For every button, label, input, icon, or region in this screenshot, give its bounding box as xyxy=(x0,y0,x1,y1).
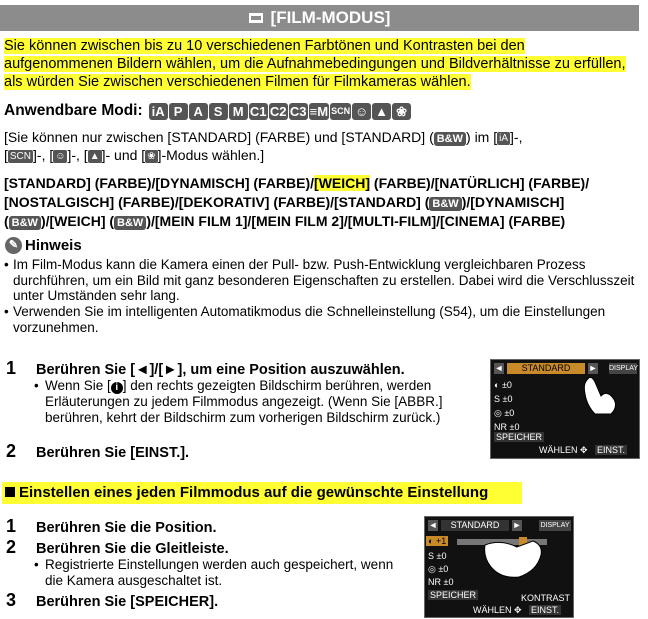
mode-landscape-icon: ▲ xyxy=(372,103,391,120)
left-arrow-button[interactable]: ◄ xyxy=(494,363,504,373)
set-button[interactable]: EINST. xyxy=(531,605,560,615)
select-label: WÄHLEN ✥ xyxy=(473,605,522,615)
param-sharpness: S ±0 xyxy=(428,551,447,561)
step-2: 2 Berühren Sie [EINST.]. xyxy=(6,441,190,461)
camera-screen-2 xyxy=(424,516,574,618)
param-contrast: ◐ ±0 xyxy=(494,380,512,390)
film-mode-list: [STANDARD] (FARBE)/[DYNAMISCH] (FARBE)/[WEICH] (FARBE)/[NATÜRLICH] (FARBE)/ [NOSTALGISCH] (FARBE)/[DEKORATIV] (FARBE)/[STANDARD] ( B&W )/[DYNAMISCH] ( B&W )/[WEICH] ( B&W )/[MEIN FILM 1]/[MEIN FILM 2]/[MULTI-FILM]/[CINEMA] (FARBE) xyxy=(4,175,590,229)
param-noise: NR ±0 xyxy=(428,577,454,587)
mode-scn-icon: SCN xyxy=(9,151,32,162)
highlighted-option: [WEICH] xyxy=(314,175,371,191)
mode-m-icon: M xyxy=(229,103,248,120)
select-label: WÄHLEN ✥ xyxy=(539,445,588,455)
step-3: 3 Berühren Sie [SPEICHER]. xyxy=(6,590,219,610)
step-1-note: • Wenn Sie [ i ] den rechts gezeigten Bildschirm berühren, werden Erläuterungen zu jedem Filmmodus angezeigt. (Wenn Sie [ABBR.] berühren, kehrt der Bildschirm zum vorherigen Bildschirm zurück.) xyxy=(34,378,443,425)
camera-screen-1 xyxy=(490,359,640,459)
mode-macro-icon: ❀ xyxy=(147,151,156,162)
hand-pointer-icon xyxy=(481,531,547,581)
film-option-display[interactable]: STANDARD xyxy=(507,363,585,374)
square-bullet-icon xyxy=(5,487,15,497)
section-heading: Einstellen eines jeden Filmmodus auf die gewünschte Einstellung xyxy=(2,482,522,504)
step-1: 1 Berühren Sie [◄]/[►], um eine Position auszuwählen. xyxy=(6,358,405,378)
param-sharpness: S ±0 xyxy=(494,394,513,404)
info-icon: i xyxy=(111,382,123,394)
film-option-display[interactable]: STANDARD xyxy=(441,520,509,531)
param-saturation: ◎ ±0 xyxy=(428,564,449,574)
set-button[interactable]: EINST. xyxy=(597,445,626,455)
contrast-label: KONTRAST xyxy=(521,593,571,603)
mode-c1-icon: C1 xyxy=(249,103,267,119)
mode-a-icon: A xyxy=(189,103,208,120)
mode-ia-icon: iA xyxy=(499,133,509,144)
right-arrow-button[interactable]: ► xyxy=(512,520,522,530)
bw-icon: B&W xyxy=(434,132,466,146)
mode-portrait-icon: ☺ xyxy=(55,151,66,162)
display-button[interactable]: DISPLAY xyxy=(609,365,639,372)
mode-landscape-icon: ▲ xyxy=(89,151,100,162)
save-button[interactable]: SPEICHER xyxy=(496,432,543,442)
param-contrast-selected[interactable]: ◐ +1 xyxy=(428,536,447,546)
mode-movie-icon: ≡M xyxy=(309,103,329,119)
left-arrow-button[interactable]: ◄ xyxy=(428,520,438,530)
hand-pointer-icon xyxy=(581,370,621,416)
bw-icon: B&W xyxy=(114,216,146,230)
pencil-icon: ✎ xyxy=(5,237,22,254)
page-header xyxy=(0,5,639,31)
modes-note: [Sie können nur zwischen [STANDARD] (FARBE) und [STANDARD] ( B&W ) im [ iA ]-, [ SCN ]-, [ ☺ ]-, [ ▲ ]- und [ ❀ ]-Modus wählen.] xyxy=(4,129,523,163)
step-1: 1 Berühren Sie die Position. xyxy=(6,516,217,536)
intro-paragraph: Sie können zwischen bis zu 10 verschiedenen Farbtönen und Kontrasten bei den aufgenommenen Bildern wählen, um die Aufnahmebedingungen und Bildverhältnisse zu erfüllen, als würden Sie zwischen verschiedenen Filmen für Filmkameras wählen. xyxy=(4,38,626,90)
step-2-note: • Registrierte Einstellungen werden auch gespeichert, wenn die Kamera ausgeschaltet ist. xyxy=(34,557,394,588)
mode-ia-icon: iA xyxy=(149,103,168,120)
display-button[interactable]: DISPLAY xyxy=(540,522,570,529)
note-heading: ✎ Hinweis xyxy=(5,237,82,254)
save-button[interactable]: SPEICHER xyxy=(430,590,477,600)
mode-s-icon: S xyxy=(209,103,228,120)
applicable-modes xyxy=(4,102,411,120)
mode-c3-icon: C3 xyxy=(289,103,307,119)
bw-icon: B&W xyxy=(9,216,41,230)
page-title: [FILM-MODUS] xyxy=(270,8,391,27)
step-2: 2 Berühren Sie die Gleitleiste. xyxy=(6,537,229,557)
mode-portrait-icon: ☺ xyxy=(352,103,371,120)
modes-label: Anwendbare Modi: xyxy=(4,102,143,119)
mode-p-icon: P xyxy=(169,103,188,120)
param-noise: NR ±0 xyxy=(494,422,520,432)
note-bullet: • Im Film-Modus kann die Kamera einen der Pull- bzw. Push-Entwicklung vergleichbaren Prozess durchführen, um ein Bild mit ganz besonderen Eigenschaften zu erstellen. Dabei wird die Verschlusszeit unter Umständen sehr lang. xyxy=(4,257,635,303)
mode-macro-icon: ❀ xyxy=(392,103,411,120)
note-bullet: • Verwenden Sie im intelligenten Automatikmodus die Schnelleinstellung (S54), um die Einstellungen vorzunehmen. xyxy=(4,304,606,335)
mode-scn-icon: SCN xyxy=(330,103,351,120)
right-arrow-button[interactable]: ► xyxy=(588,363,598,373)
bw-icon: B&W xyxy=(429,197,461,211)
film-icon xyxy=(249,13,263,23)
mode-c2-icon: C2 xyxy=(269,103,287,119)
param-saturation: ◎ ±0 xyxy=(494,408,515,418)
